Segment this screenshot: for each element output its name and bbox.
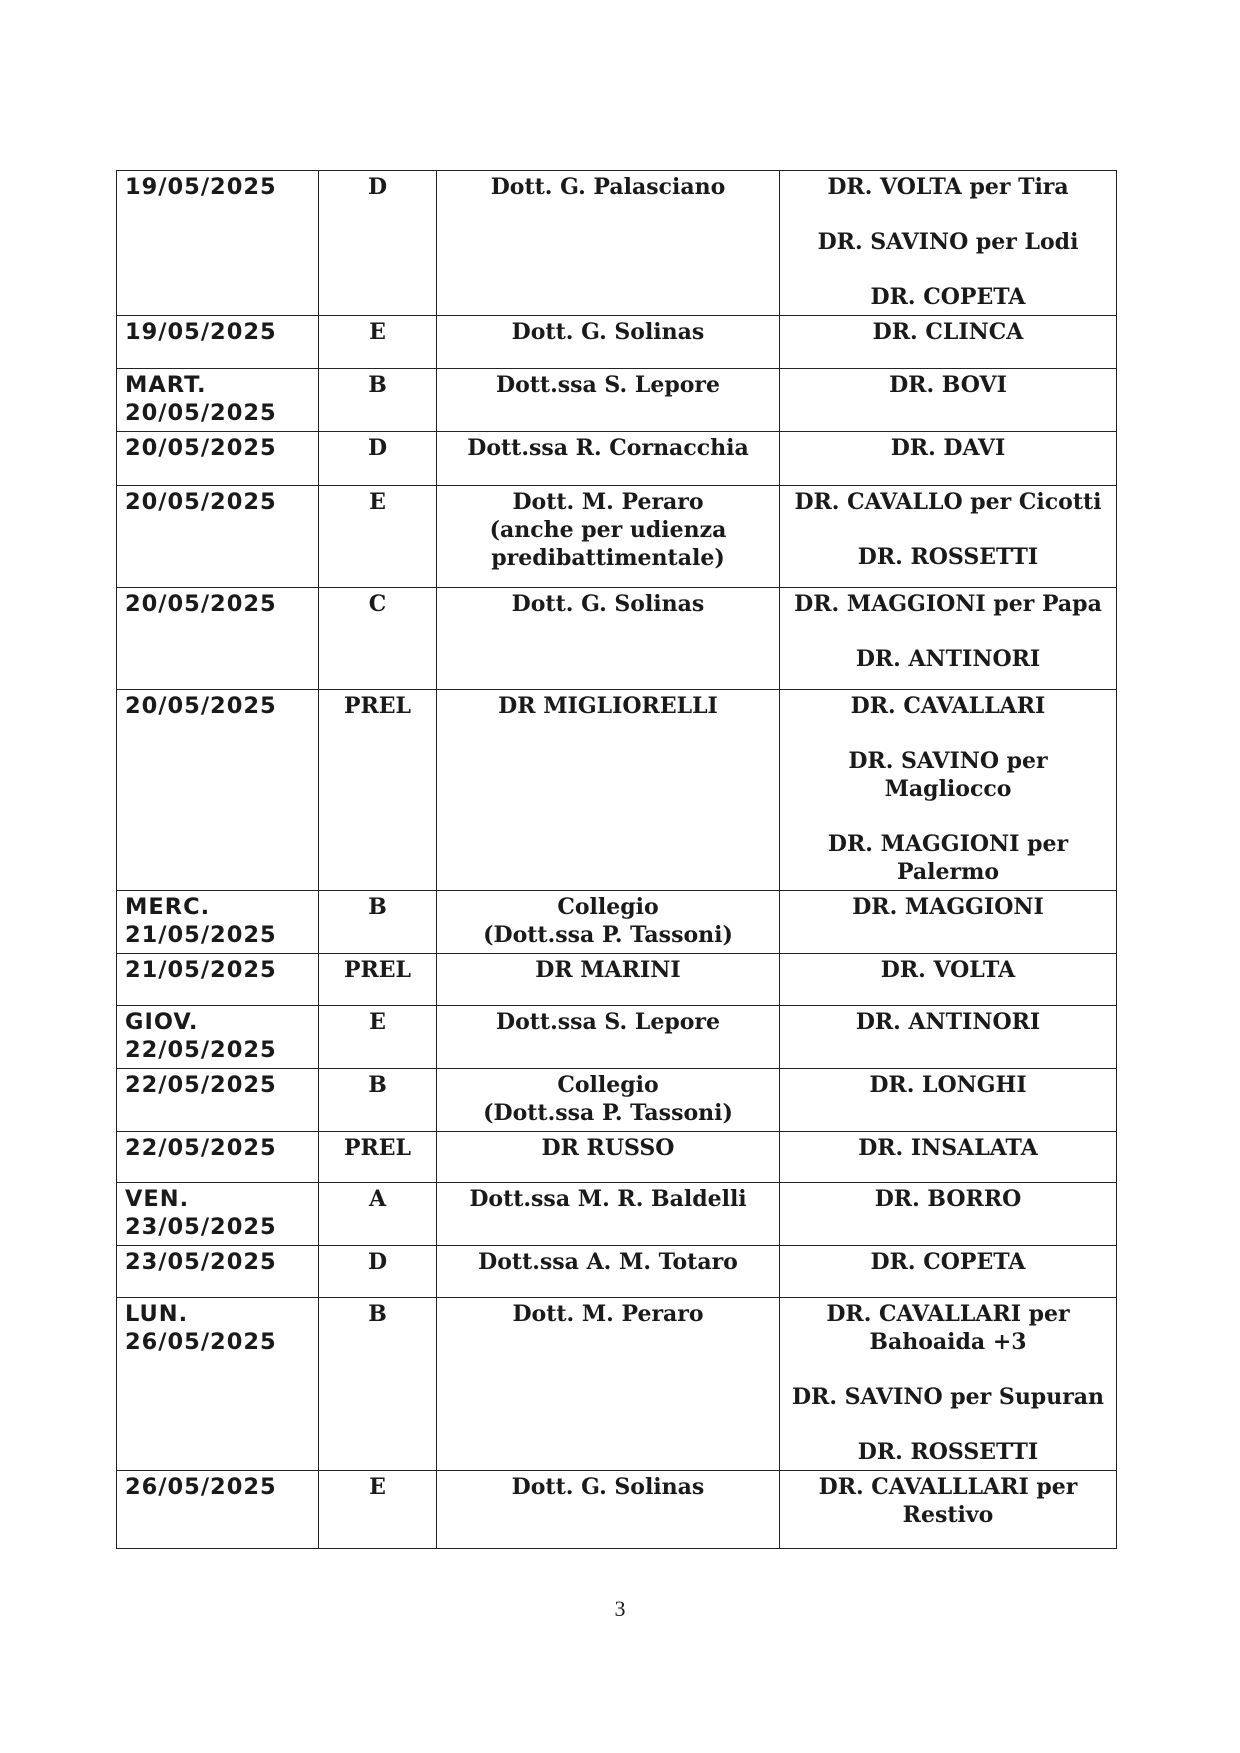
section-cell: E [319, 316, 437, 369]
date-cell [117, 690, 319, 891]
date-cell [117, 1006, 319, 1069]
date-cell [117, 1069, 319, 1132]
judge-text: DR RUSSO [541, 1135, 675, 1161]
lawyer-entry: DR. MAGGIONI per Papa [794, 591, 1102, 617]
table-row [117, 171, 1117, 316]
date-text: 23/05/2025 [125, 1249, 277, 1275]
lawyer-cell [780, 1069, 1117, 1132]
date-cell [117, 432, 319, 486]
judge-text: (Dott.ssa P. Tassoni) [483, 922, 733, 948]
date-cell [117, 1298, 319, 1471]
lawyer-entry: DR. BORRO [874, 1186, 1022, 1212]
lawyer-entry: DR. ROSSETTI [857, 544, 1039, 570]
lawyer-entry: DR. ANTINORI [855, 646, 1041, 672]
judge-cell [437, 1246, 780, 1298]
lawyer-cell [780, 1246, 1117, 1298]
section-cell: D [319, 171, 437, 316]
lawyer-entry: DR. SAVINO per Supuran [791, 1384, 1105, 1410]
judge-text: (Dott.ssa P. Tassoni) [483, 1100, 733, 1126]
date-cell [117, 369, 319, 432]
section-cell: PREL [319, 1132, 437, 1183]
page-number: 3 [614, 1596, 626, 1621]
lawyer-cell [780, 588, 1117, 690]
lawyer-cell [780, 369, 1117, 432]
judge-text: Dott.ssa S. Lepore [496, 1009, 720, 1035]
lawyer-cell [780, 171, 1117, 316]
table-row [117, 432, 1117, 486]
date-text: MERC. [125, 894, 211, 920]
lawyer-cell [780, 1471, 1117, 1549]
date-cell [117, 1183, 319, 1246]
lawyer-cell [780, 486, 1117, 588]
section-cell: B [319, 891, 437, 954]
section-cell: E [319, 1006, 437, 1069]
lawyer-entry: DR. CAVALLARI [850, 693, 1046, 719]
table-row [117, 1471, 1117, 1549]
lawyer-entry: DR. LONGHI [869, 1072, 1027, 1098]
judge-text: Dott. G. Palasciano [490, 174, 726, 200]
judge-text: predibattimentale) [491, 545, 725, 571]
date-cell [117, 588, 319, 690]
date-cell [117, 1246, 319, 1298]
judge-cell [437, 1006, 780, 1069]
date-text: 20/05/2025 [125, 400, 277, 426]
date-text: 19/05/2025 [125, 174, 277, 200]
date-text: VEN. [125, 1186, 190, 1212]
table-row [117, 369, 1117, 432]
date-cell [117, 1471, 319, 1549]
judge-cell [437, 432, 780, 486]
table-row [117, 1246, 1117, 1298]
date-text: 20/05/2025 [125, 435, 277, 461]
date-text: 22/05/2025 [125, 1037, 277, 1063]
lawyer-entry: DR. CAVALLARI per Bahoaida +3 [826, 1301, 1070, 1355]
section-cell: B [319, 1298, 437, 1471]
lawyer-cell [780, 690, 1117, 891]
lawyer-cell [780, 1006, 1117, 1069]
date-text: 26/05/2025 [125, 1329, 277, 1355]
lawyer-entry: DR. VOLTA [880, 957, 1016, 983]
lawyer-entry: DR. ANTINORI [855, 1009, 1041, 1035]
date-cell [117, 1132, 319, 1183]
judge-cell [437, 1471, 780, 1549]
judge-text: Dott. M. Peraro [512, 1301, 704, 1327]
date-text: 20/05/2025 [125, 693, 277, 719]
section-cell: E [319, 486, 437, 588]
lawyer-entry: DR. MAGGIONI [852, 894, 1044, 920]
section-cell: A [319, 1183, 437, 1246]
judge-text: Collegio [557, 894, 659, 920]
date-text: 21/05/2025 [125, 957, 277, 983]
lawyer-cell [780, 1298, 1117, 1471]
date-text: GIOV. [125, 1009, 199, 1035]
lawyer-cell [780, 316, 1117, 369]
date-text: 26/05/2025 [125, 1474, 277, 1500]
date-text: 20/05/2025 [125, 591, 277, 617]
lawyer-entry: DR. ROSSETTI [857, 1439, 1039, 1465]
judge-cell [437, 486, 780, 588]
section-cell: E [319, 1471, 437, 1549]
section-cell: PREL [319, 690, 437, 891]
lawyer-entry: DR. COPETA [870, 284, 1026, 310]
judge-cell [437, 1069, 780, 1132]
table-row [117, 1069, 1117, 1132]
lawyer-entry: DR. SAVINO per Lodi [817, 229, 1079, 255]
table-row [117, 486, 1117, 588]
lawyer-cell [780, 1132, 1117, 1183]
section-cell: B [319, 369, 437, 432]
date-text: 23/05/2025 [125, 1214, 277, 1240]
date-cell [117, 954, 319, 1006]
judge-text: Dott.ssa R. Cornacchia [467, 435, 749, 461]
table-row [117, 1132, 1117, 1183]
date-text: 21/05/2025 [125, 922, 277, 948]
judge-text: DR MARINI [535, 957, 681, 983]
date-text: 19/05/2025 [125, 319, 277, 345]
table-row [117, 316, 1117, 369]
lawyer-entry: DR. INSALATA [858, 1135, 1038, 1161]
section-cell: B [319, 1069, 437, 1132]
lawyer-entry: DR. SAVINO per Magliocco [848, 748, 1048, 802]
lawyer-cell [780, 432, 1117, 486]
table-row [117, 1006, 1117, 1069]
section-cell: D [319, 1246, 437, 1298]
judge-text: Dott.ssa S. Lepore [496, 372, 720, 398]
judge-cell [437, 1298, 780, 1471]
lawyer-entry: DR. DAVI [890, 435, 1006, 461]
judge-cell [437, 171, 780, 316]
judge-text: Dott. G. Solinas [511, 319, 705, 345]
lawyer-entry: DR. COPETA [870, 1249, 1026, 1275]
judge-cell [437, 1132, 780, 1183]
judge-text: Collegio [557, 1072, 659, 1098]
section-cell: PREL [319, 954, 437, 1006]
lawyer-entry: DR. CLINCA [872, 319, 1024, 345]
judge-text: Dott. G. Solinas [511, 1474, 705, 1500]
judge-text: Dott. G. Solinas [511, 591, 705, 617]
date-cell [117, 891, 319, 954]
date-text: 22/05/2025 [125, 1072, 277, 1098]
section-cell: C [319, 588, 437, 690]
judge-text: Dott.ssa A. M. Totaro [478, 1249, 738, 1275]
table-row [117, 1298, 1117, 1471]
table-row [117, 891, 1117, 954]
hearing-schedule-table [116, 170, 1117, 1549]
lawyer-entry: DR. MAGGIONI per Palermo [827, 831, 1069, 885]
date-cell [117, 486, 319, 588]
lawyer-cell [780, 1183, 1117, 1246]
lawyer-entry: DR. CAVALLO per Cicotti [794, 489, 1102, 515]
table-row [117, 690, 1117, 891]
judge-text: DR MIGLIORELLI [498, 693, 718, 719]
section-cell: D [319, 432, 437, 486]
date-cell [117, 171, 319, 316]
judge-text: (anche per udienza [489, 517, 727, 543]
judge-cell [437, 588, 780, 690]
judge-cell [437, 954, 780, 1006]
judge-cell [437, 369, 780, 432]
date-text: MART. [125, 372, 207, 398]
judge-cell [437, 891, 780, 954]
lawyer-entry: DR. BOVI [889, 372, 1007, 398]
date-text: 22/05/2025 [125, 1135, 277, 1161]
lawyer-cell [780, 891, 1117, 954]
table-row [117, 954, 1117, 1006]
judge-text: Dott.ssa M. R. Baldelli [469, 1186, 747, 1212]
judge-cell [437, 1183, 780, 1246]
lawyer-cell [780, 954, 1117, 1006]
lawyer-entry: DR. CAVALLLARI per Restivo [818, 1474, 1078, 1528]
date-cell [117, 316, 319, 369]
schedule-body [117, 171, 1117, 1549]
table-row [117, 1183, 1117, 1246]
judge-cell [437, 316, 780, 369]
judge-text: Dott. M. Peraro [512, 489, 704, 515]
lawyer-entry: DR. VOLTA per Tira [827, 174, 1069, 200]
table-row [117, 588, 1117, 690]
date-text: LUN. [125, 1301, 189, 1327]
date-text: 20/05/2025 [125, 489, 277, 515]
judge-cell [437, 690, 780, 891]
